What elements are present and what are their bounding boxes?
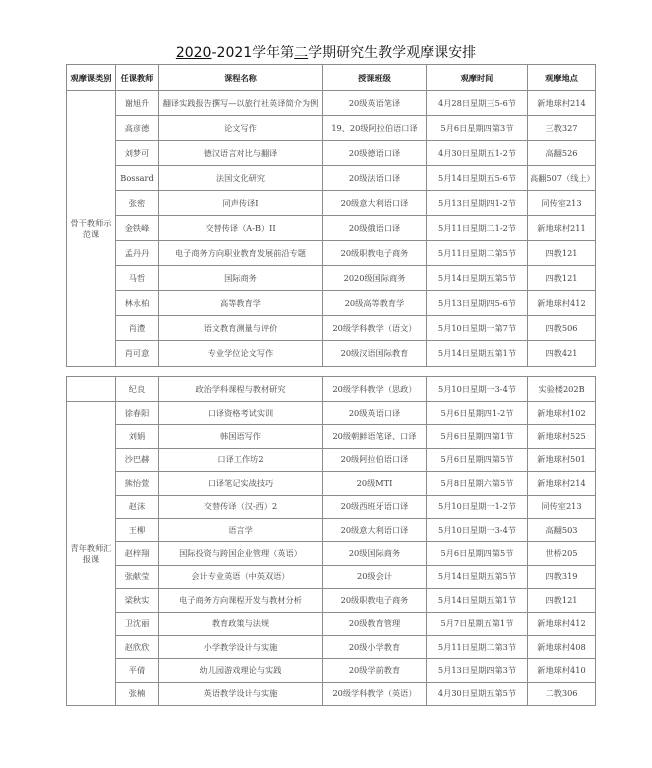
place-cell: 四教121 [528,241,596,266]
teacher-cell: 梁秋实 [116,589,159,612]
header-class: 授课班级 [323,65,427,91]
course-cell: 交替传译（A-B）II [159,216,323,241]
place-cell: 新地球村412 [528,291,596,316]
class-cell: 20级英语笔译 [323,91,427,116]
course-cell: 专业学位论文写作 [159,341,323,367]
table-row [67,425,596,448]
class-cell: 20级德语口译 [323,141,427,166]
time-cell: 5月10日星期一3-4节 [427,377,528,402]
table-row [67,116,596,141]
place-cell: 新地球村408 [528,635,596,658]
class-cell: 20级西班牙语口译 [323,495,427,518]
class-cell: 20级学科教学（思政） [323,377,427,402]
teacher-cell: 赵梓翔 [116,542,159,565]
teacher-cell: 平倩 [116,659,159,682]
time-cell: 5月6日星期四第5节 [427,448,528,471]
teacher-cell: 林永柏 [116,291,159,316]
time-cell: 4月28日星期三5-6节 [427,91,528,116]
time-cell: 5月6日星期四第1节 [427,425,528,448]
class-cell: 20级职教电子商务 [323,241,427,266]
class-cell: 20级小学教育 [323,635,427,658]
course-cell: 论文写作 [159,116,323,141]
place-cell: 新地球村412 [528,612,596,635]
category-blank-cell [67,377,116,402]
place-cell: 四教121 [528,266,596,291]
teacher-cell: 谢旭升 [116,91,159,116]
course-cell: 交替传译（汉-西）2 [159,495,323,518]
course-cell: 英语教学设计与实施 [159,682,323,705]
time-cell: 5月11日星期二1-2节 [427,216,528,241]
place-cell: 高翻503 [528,518,596,541]
course-cell: 语言学 [159,518,323,541]
place-cell: 四教121 [528,589,596,612]
place-cell: 新地球村501 [528,448,596,471]
table-row [67,589,596,612]
class-cell: 2020级国际商务 [323,266,427,291]
time-cell: 5月10日星期一3-4节 [427,518,528,541]
table-row [67,518,596,541]
table-row [67,266,596,291]
class-cell: 20级俄语口译 [323,216,427,241]
table-row [67,448,596,471]
class-cell: 20级学科教学（语文） [323,316,427,341]
teacher-cell: Bossard [116,166,159,191]
header-teacher: 任课教师 [116,65,159,91]
table-row [67,565,596,588]
class-cell: 20级职教电子商务 [323,589,427,612]
time-cell: 5月11日星期二第3节 [427,635,528,658]
course-cell: 口译资格考试实训 [159,402,323,425]
course-cell: 高等教育学 [159,291,323,316]
time-cell: 5月14日星期五第1节 [427,589,528,612]
place-cell: 新地球村214 [528,91,596,116]
title-mid: 学年第 [252,45,295,61]
course-cell: 教育政策与法规 [159,612,323,635]
class-cell: 20级英语口译 [323,402,427,425]
table-row [67,141,596,166]
class-cell: 20级意大利语口译 [323,191,427,216]
class-cell: 20级高等教育学 [323,291,427,316]
teacher-cell: 高彦德 [116,116,159,141]
teacher-cell: 沙巴赫 [116,448,159,471]
table-row [67,659,596,682]
table-row [67,241,596,266]
table-row [67,542,596,565]
year-start: 2020 [175,45,212,61]
year-dash: - [211,45,217,61]
table-row [67,682,596,705]
course-cell: 语文教育测量与评价 [159,316,323,341]
course-cell: 国际商务 [159,266,323,291]
place-cell: 同传室213 [528,191,596,216]
time-cell: 5月10日星期一1-2节 [427,495,528,518]
class-cell: 20级法语口译 [323,166,427,191]
class-cell: 20级教育管理 [323,612,427,635]
term-number: 二 [294,45,309,61]
class-cell: 20级汉语国际教育 [323,341,427,367]
course-cell: 会计专业英语（中英双语） [159,565,323,588]
time-cell: 5月6日星期四第5节 [427,542,528,565]
time-cell: 4月30日星期五1-2节 [427,141,528,166]
time-cell: 5月11日星期二第5节 [427,241,528,266]
header-time: 观摩时间 [427,65,528,91]
header-row [67,65,596,91]
place-cell: 新地球村410 [528,659,596,682]
time-cell: 5月13日星期四5-6节 [427,291,528,316]
teacher-cell: 刘娟 [116,425,159,448]
table-row [67,316,596,341]
class-cell: 20级MTI [323,472,427,495]
course-cell: 幼儿园游戏理论与实践 [159,659,323,682]
class-cell: 20级意大利语口译 [323,518,427,541]
category-cell: 骨干教师示范课 [67,91,116,367]
teacher-cell: 徐春阳 [116,402,159,425]
schedule-table-youth [66,376,596,706]
table-row [67,612,596,635]
place-cell: 新地球村525 [528,425,596,448]
class-cell: 20级朝鲜语笔译、口译 [323,425,427,448]
table-row [67,377,596,402]
time-cell: 5月14日星期五第5节 [427,565,528,588]
teacher-cell: 金铁峰 [116,216,159,241]
time-cell: 5月13日星期四1-2节 [427,191,528,216]
teacher-cell: 卫沈丽 [116,612,159,635]
time-cell: 5月14日星期五第1节 [427,341,528,367]
time-cell: 4月30日星期五第5节 [427,682,528,705]
category-cell: 青年教师汇报课 [67,402,116,706]
place-cell: 二教306 [528,682,596,705]
course-cell: 韩国语写作 [159,425,323,448]
place-cell: 新地球村214 [528,472,596,495]
course-cell: 口译笔记实战技巧 [159,472,323,495]
table-row [67,166,596,191]
time-cell: 5月8日星期六第5节 [427,472,528,495]
teacher-cell: 王柳 [116,518,159,541]
course-cell: 电子商务方向课程开发与教材分析 [159,589,323,612]
table-row [67,91,596,116]
place-cell: 三教327 [528,116,596,141]
place-cell: 同传室213 [528,495,596,518]
table-row [67,495,596,518]
time-cell: 5月6日星期四1-2节 [427,402,528,425]
time-cell: 5月14日星期五5-6节 [427,166,528,191]
year-end: 2021 [216,45,253,61]
time-cell: 5月6日星期四第3节 [427,116,528,141]
teacher-cell: 熊怡萱 [116,472,159,495]
table-row [67,472,596,495]
teacher-cell: 纪良 [116,377,159,402]
teacher-cell: 赵沫 [116,495,159,518]
teacher-cell: 刘梦可 [116,141,159,166]
time-cell: 5月13日星期四第3节 [427,659,528,682]
place-cell: 高翻507（线上） [528,166,596,191]
table-row [67,635,596,658]
course-cell: 电子商务方向职业教育发展前沿专题 [159,241,323,266]
teacher-cell: 赵欣欣 [116,635,159,658]
header-place: 观摩地点 [528,65,596,91]
course-cell: 小学教学设计与实施 [159,635,323,658]
time-cell: 5月7日星期五第1节 [427,612,528,635]
time-cell: 5月14日星期五第5节 [427,266,528,291]
teacher-cell: 张献莹 [116,565,159,588]
place-cell: 四教319 [528,565,596,588]
class-cell: 20级阿拉伯语口译 [323,448,427,471]
place-cell: 世桥205 [528,542,596,565]
header-course: 课程名称 [159,65,323,91]
course-cell: 国际投资与跨国企业管理（英语） [159,542,323,565]
teacher-cell: 张楠 [116,682,159,705]
place-cell: 高翻526 [528,141,596,166]
teacher-cell: 马哲 [116,266,159,291]
course-cell: 法国文化研究 [159,166,323,191]
title-end: 学期研究生教学观摩课安排 [308,45,477,61]
table-row [67,402,596,425]
class-cell: 20级国际商务 [323,542,427,565]
class-cell: 20级学科教学（英语） [323,682,427,705]
schedule-table-main [66,64,596,367]
course-cell: 口译工作坊2 [159,448,323,471]
table-row [67,341,596,367]
course-cell: 政治学科课程与教材研究 [159,377,323,402]
place-cell: 新地球村102 [528,402,596,425]
course-cell: 同声传译I [159,191,323,216]
course-cell: 德汉语言对比与翻译 [159,141,323,166]
place-cell: 四教506 [528,316,596,341]
table-row [67,291,596,316]
teacher-cell: 张密 [116,191,159,216]
class-cell: 20级会计 [323,565,427,588]
page-title [0,42,652,62]
time-cell: 5月10日星期一第7节 [427,316,528,341]
teacher-cell: 肖可意 [116,341,159,367]
course-cell: 翻译实践报告撰写—以旅行社英译简介为例 [159,91,323,116]
teacher-cell: 肖澧 [116,316,159,341]
class-cell: 20级学前教育 [323,659,427,682]
place-cell: 实验楼202B [528,377,596,402]
teacher-cell: 孟丹丹 [116,241,159,266]
place-cell: 新地球村211 [528,216,596,241]
header-category: 观摩课类别 [67,65,116,91]
place-cell: 四教421 [528,341,596,367]
class-cell: 19、20级阿拉伯语口译 [323,116,427,141]
table-row [67,216,596,241]
table-row [67,191,596,216]
